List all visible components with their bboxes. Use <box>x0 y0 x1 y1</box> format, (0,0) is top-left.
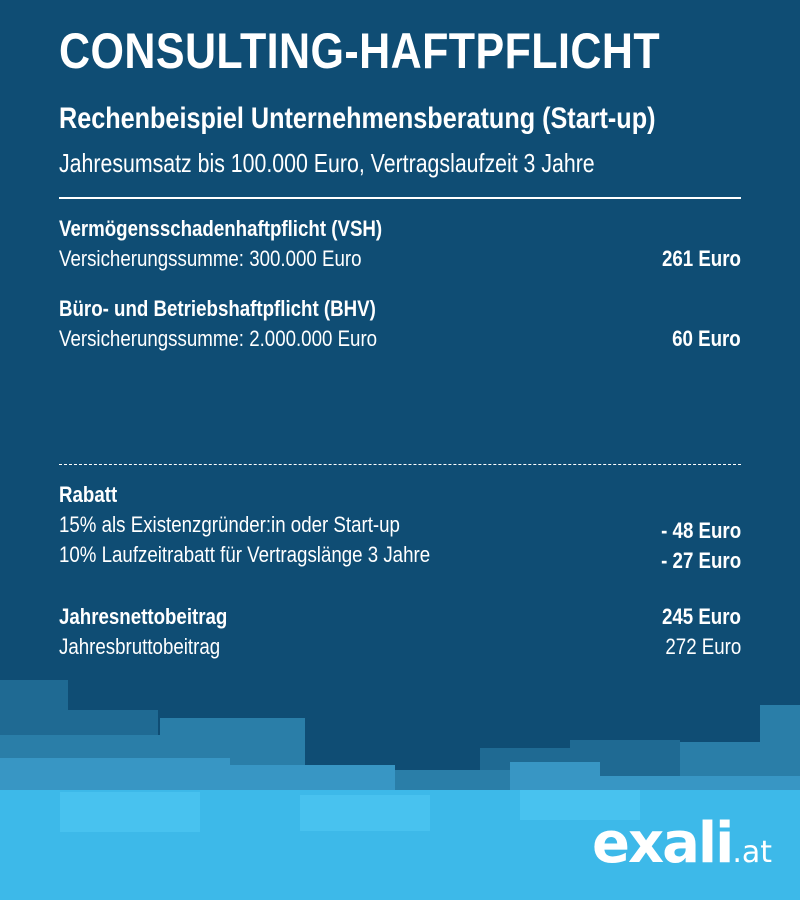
netto-row <box>59 604 741 634</box>
vsh-heading-row <box>59 216 741 246</box>
subline: Jahresumsatz bis 100.000 Euro, Vertragslaufzeit 3 Jahre <box>59 148 595 178</box>
vsh-detail-row <box>59 246 741 276</box>
rabatt-item-label: 15% als Existenzgründer:in oder Start-up <box>59 512 400 537</box>
bhv-detail: Versicherungssumme: 2.000.000 Euro <box>59 326 378 351</box>
brutto-label: Jahresbruttobeitrag <box>59 634 221 659</box>
rabatt-item-amount: - 27 Euro <box>660 548 741 573</box>
exali-logo <box>592 811 772 876</box>
vsh-detail: Versicherungssumme: 300.000 Euro <box>59 246 362 271</box>
page-title: CONSULTING-HAFTPFLICHT <box>59 23 661 79</box>
divider-solid <box>59 197 741 199</box>
rabatt-item-row <box>59 512 741 542</box>
rabatt-heading-row <box>59 482 741 512</box>
logo-main-text: exali <box>592 811 733 876</box>
vsh-amount: 261 Euro <box>662 246 741 271</box>
bhv-heading: Büro- und Betriebshaftpflicht (BHV) <box>59 296 376 321</box>
brutto-amount: 272 Euro <box>665 634 741 659</box>
netto-amount: 245 Euro <box>662 604 741 629</box>
vsh-heading: Vermögensschadenhaftpflicht (VSH) <box>59 216 383 241</box>
subtitle: Rechenbeispiel Unternehmensberatung (Start-up) <box>59 102 656 135</box>
rabatt-item-label: 10% Laufzeitrabatt für Vertragslänge 3 Jahre <box>59 542 431 567</box>
rabatt-item-amount: - 48 Euro <box>660 518 741 543</box>
bhv-detail-row <box>59 326 741 356</box>
logo-tld-text: .at <box>732 835 772 870</box>
divider-dashed <box>59 464 741 465</box>
bhv-heading-row <box>59 296 741 326</box>
rabatt-heading: Rabatt <box>59 482 118 507</box>
bhv-amount: 60 Euro <box>672 326 741 351</box>
brutto-row <box>59 634 741 664</box>
rabatt-item-row <box>59 542 741 572</box>
netto-label: Jahresnettobeitrag <box>59 604 228 629</box>
